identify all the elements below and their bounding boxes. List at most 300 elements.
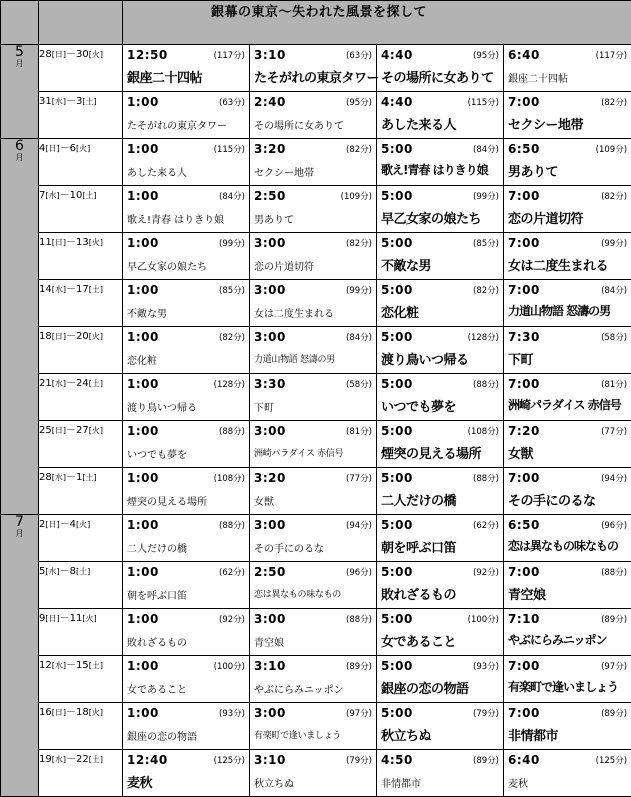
weekday-label: [火] bbox=[89, 426, 103, 435]
screening-cell bbox=[123, 139, 250, 186]
week-row bbox=[1, 45, 631, 92]
screening-cell bbox=[123, 515, 250, 562]
screening-cell bbox=[250, 280, 377, 327]
runtime: (95分) bbox=[346, 96, 372, 108]
screening-cell bbox=[504, 45, 631, 92]
film-title: 恋の片道切符 bbox=[254, 258, 314, 273]
screening-cell bbox=[377, 374, 504, 421]
film-title: 有楽町で逢いましょう bbox=[254, 728, 341, 741]
showtime: 5:00 bbox=[381, 189, 413, 203]
week-row bbox=[1, 515, 631, 562]
showtime: 4:50 bbox=[381, 753, 413, 767]
film-title: 朝を呼ぶ口笛 bbox=[127, 587, 187, 602]
screening-cell bbox=[377, 186, 504, 233]
runtime: (97分) bbox=[346, 707, 372, 719]
runtime: (96分) bbox=[601, 519, 627, 531]
runtime: (125分) bbox=[596, 754, 627, 766]
screening-cell bbox=[250, 327, 377, 374]
film-title: 洲崎パラダイス 赤信号 bbox=[508, 396, 621, 413]
film-title: 早乙女家の娘たち bbox=[127, 258, 207, 273]
weekday-label: [水] bbox=[52, 379, 66, 388]
film-title: 二人だけの橋 bbox=[127, 540, 187, 555]
runtime: (79分) bbox=[346, 754, 372, 766]
screening-cell bbox=[377, 515, 504, 562]
film-title: 恋は異なもの味なもの bbox=[254, 587, 341, 600]
runtime: (58分) bbox=[601, 331, 627, 343]
screening-cell bbox=[377, 562, 504, 609]
showtime: 5:00 bbox=[381, 659, 413, 673]
weekday-label: [火] bbox=[76, 520, 90, 529]
film-title: 恋化粧 bbox=[381, 302, 419, 321]
screening-cell bbox=[504, 374, 631, 421]
week-row bbox=[1, 139, 631, 186]
month-number: 6 bbox=[1, 139, 38, 153]
showtime: 5:00 bbox=[381, 565, 413, 579]
film-title: あした来る人 bbox=[381, 114, 456, 133]
week-row bbox=[1, 233, 631, 280]
date-range bbox=[39, 233, 123, 280]
screening-cell bbox=[377, 233, 504, 280]
runtime: (82分) bbox=[346, 237, 372, 249]
screening-cell bbox=[504, 92, 631, 139]
film-title: 女獣 bbox=[508, 443, 533, 462]
screening-cell bbox=[504, 515, 631, 562]
weekday-label: [土] bbox=[89, 285, 103, 294]
runtime: (117分) bbox=[596, 49, 627, 61]
showtime: 7:30 bbox=[508, 330, 540, 344]
runtime: (62分) bbox=[219, 566, 245, 578]
date-day: 6 bbox=[70, 143, 76, 154]
weekday-label: [水] bbox=[45, 191, 59, 200]
date-day: 18 bbox=[39, 331, 52, 342]
date-day: 1 bbox=[76, 472, 82, 483]
film-title: 麦秋 bbox=[508, 775, 528, 790]
screening-cell bbox=[377, 280, 504, 327]
showtime: 2:50 bbox=[254, 565, 286, 579]
weekday-label: [水] bbox=[52, 97, 66, 106]
date-separator: － bbox=[66, 49, 76, 60]
runtime: (84分) bbox=[219, 190, 245, 202]
film-title: 女であること bbox=[127, 681, 187, 696]
film-title: その手にのるな bbox=[254, 540, 324, 555]
date-day: 9 bbox=[39, 613, 45, 624]
screening-cell bbox=[377, 468, 504, 515]
film-title: 非情都市 bbox=[381, 775, 421, 790]
screening-cell bbox=[504, 750, 631, 797]
date-day: 3 bbox=[76, 96, 82, 107]
date-separator: － bbox=[60, 566, 70, 577]
showtime: 3:30 bbox=[254, 377, 286, 391]
showtime: 1:00 bbox=[127, 518, 159, 532]
screening-cell bbox=[123, 280, 250, 327]
film-title: 早乙女家の娘たち bbox=[381, 208, 481, 227]
film-title: 女は二度生まれる bbox=[254, 305, 334, 320]
runtime: (117分) bbox=[214, 49, 245, 61]
showtime: 1:00 bbox=[127, 565, 159, 579]
screening-cell bbox=[250, 562, 377, 609]
film-title: 銀座の恋の物語 bbox=[127, 728, 197, 743]
film-title: 麦秋 bbox=[127, 772, 152, 791]
runtime: (82分) bbox=[346, 143, 372, 155]
showtime: 1:00 bbox=[127, 377, 159, 391]
date-day: 7 bbox=[39, 190, 45, 201]
runtime: (89分) bbox=[601, 613, 627, 625]
film-title: 男ありて bbox=[508, 161, 558, 180]
film-title: 朝を呼ぶ口笛 bbox=[381, 537, 456, 556]
showtime: 4:40 bbox=[381, 48, 413, 62]
weekday-label: [日] bbox=[45, 520, 59, 529]
screening-cell bbox=[377, 139, 504, 186]
date-separator: － bbox=[66, 378, 76, 389]
date-range bbox=[39, 139, 123, 186]
runtime: (93分) bbox=[219, 707, 245, 719]
showtime: 3:20 bbox=[254, 142, 286, 156]
film-title: セクシー地帯 bbox=[508, 114, 583, 133]
month-label bbox=[1, 45, 39, 139]
showtime: 7:00 bbox=[508, 189, 540, 203]
showtime: 1:00 bbox=[127, 659, 159, 673]
header-row bbox=[1, 1, 631, 45]
runtime: (85分) bbox=[473, 237, 499, 249]
date-range bbox=[39, 468, 123, 515]
screening-cell bbox=[377, 327, 504, 374]
showtime: 1:00 bbox=[127, 330, 159, 344]
showtime: 7:00 bbox=[508, 565, 540, 579]
showtime: 7:00 bbox=[508, 95, 540, 109]
month-label bbox=[1, 139, 39, 515]
week-row bbox=[1, 562, 631, 609]
film-title: 銀座二十四帖 bbox=[127, 67, 202, 86]
date-day: 12 bbox=[39, 660, 52, 671]
weekday-label: [火] bbox=[89, 332, 103, 341]
film-title: 敗れざるもの bbox=[127, 634, 187, 649]
runtime: (88分) bbox=[473, 378, 499, 390]
showtime: 2:40 bbox=[254, 95, 286, 109]
screening-cell bbox=[504, 421, 631, 468]
film-title: いつでも夢を bbox=[127, 446, 187, 461]
screening-cell bbox=[123, 186, 250, 233]
film-title: 秋立ちぬ bbox=[381, 725, 431, 744]
screening-cell bbox=[250, 45, 377, 92]
film-title: 煙突の見える場所 bbox=[381, 443, 481, 462]
runtime: (115分) bbox=[214, 143, 245, 155]
runtime: (108分) bbox=[214, 472, 245, 484]
runtime: (128分) bbox=[468, 331, 499, 343]
weekday-label: [土] bbox=[89, 661, 103, 670]
showtime: 5:00 bbox=[381, 236, 413, 250]
runtime: (88分) bbox=[473, 472, 499, 484]
runtime: (84分) bbox=[473, 143, 499, 155]
film-title: 敗れざるもの bbox=[381, 584, 456, 603]
screening-cell bbox=[504, 468, 631, 515]
date-separator: － bbox=[66, 331, 76, 342]
screening-cell bbox=[250, 656, 377, 703]
weekday-label: [日] bbox=[45, 144, 59, 153]
date-range bbox=[39, 515, 123, 562]
series-title: 銀幕の東京～失われた風景を探して bbox=[123, 1, 631, 20]
screening-cell bbox=[123, 327, 250, 374]
showtime: 2:50 bbox=[254, 189, 286, 203]
screening-cell bbox=[123, 750, 250, 797]
showtime: 5:00 bbox=[381, 377, 413, 391]
weekday-label: [水] bbox=[52, 285, 66, 294]
film-title: 不敵な男 bbox=[127, 305, 167, 320]
date-day: 10 bbox=[70, 190, 83, 201]
week-row bbox=[1, 421, 631, 468]
runtime: (77分) bbox=[601, 425, 627, 437]
screening-cell bbox=[250, 750, 377, 797]
date-day: 11 bbox=[39, 237, 52, 248]
month-number: 7 bbox=[1, 515, 38, 529]
screening-cell bbox=[123, 609, 250, 656]
date-range bbox=[39, 750, 123, 797]
week-row bbox=[1, 186, 631, 233]
film-title: 歌え!青春 はりきり娘 bbox=[127, 211, 224, 226]
date-day: 17 bbox=[76, 284, 89, 295]
screening-cell bbox=[504, 233, 631, 280]
showtime: 1:00 bbox=[127, 189, 159, 203]
date-separator: － bbox=[66, 472, 76, 483]
film-title: 青空娘 bbox=[254, 634, 284, 649]
showtime: 1:00 bbox=[127, 612, 159, 626]
screening-cell bbox=[250, 703, 377, 750]
screening-cell bbox=[250, 186, 377, 233]
date-day: 4 bbox=[70, 519, 76, 530]
date-separator: － bbox=[60, 190, 70, 201]
weekday-label: [土] bbox=[82, 97, 96, 106]
runtime: (95分) bbox=[473, 49, 499, 61]
weekday-label: [土] bbox=[89, 379, 103, 388]
showtime: 5:00 bbox=[381, 518, 413, 532]
header-blank-date bbox=[39, 1, 123, 45]
showtime: 6:40 bbox=[508, 753, 540, 767]
screening-cell bbox=[123, 703, 250, 750]
showtime: 12:50 bbox=[127, 48, 168, 62]
showtime: 1:00 bbox=[127, 142, 159, 156]
weekday-label: [日] bbox=[45, 614, 59, 623]
runtime: (99分) bbox=[219, 237, 245, 249]
film-title: 銀座の恋の物語 bbox=[381, 678, 469, 697]
date-separator: － bbox=[66, 425, 76, 436]
weekday-label: [水] bbox=[52, 755, 66, 764]
date-day: 22 bbox=[76, 754, 89, 765]
date-day: 19 bbox=[39, 754, 52, 765]
date-day: 13 bbox=[76, 237, 89, 248]
weekday-label: [土] bbox=[82, 473, 96, 482]
film-title: 下町 bbox=[254, 399, 274, 414]
week-row bbox=[1, 92, 631, 139]
film-title: あした来る人 bbox=[127, 164, 187, 179]
showtime: 3:00 bbox=[254, 283, 286, 297]
film-title: その場所に女ありて bbox=[381, 67, 494, 86]
screening-cell bbox=[250, 374, 377, 421]
date-day: 2 bbox=[39, 519, 45, 530]
film-title: やぶにらみニッポン bbox=[254, 681, 344, 696]
showtime: 3:00 bbox=[254, 706, 286, 720]
runtime: (108分) bbox=[468, 425, 499, 437]
runtime: (82分) bbox=[219, 331, 245, 343]
runtime: (82分) bbox=[601, 96, 627, 108]
film-title: セクシー地帯 bbox=[254, 164, 314, 179]
runtime: (81分) bbox=[346, 425, 372, 437]
runtime: (109分) bbox=[341, 190, 372, 202]
weekday-label: [火] bbox=[76, 144, 90, 153]
date-separator: － bbox=[66, 96, 76, 107]
film-title: 銀座二十四帖 bbox=[508, 70, 568, 85]
runtime: (100分) bbox=[468, 613, 499, 625]
screening-cell bbox=[504, 280, 631, 327]
showtime: 1:00 bbox=[127, 706, 159, 720]
showtime: 1:00 bbox=[127, 236, 159, 250]
showtime: 7:00 bbox=[508, 236, 540, 250]
runtime: (89分) bbox=[601, 707, 627, 719]
showtime: 7:10 bbox=[508, 612, 540, 626]
date-day: 16 bbox=[39, 707, 52, 718]
film-title: 女であること bbox=[381, 631, 456, 650]
screening-cell bbox=[123, 374, 250, 421]
runtime: (58分) bbox=[346, 378, 372, 390]
showtime: 1:00 bbox=[127, 283, 159, 297]
showtime: 3:00 bbox=[254, 518, 286, 532]
date-separator: － bbox=[66, 660, 76, 671]
runtime: (99分) bbox=[346, 284, 372, 296]
weekday-label: [火] bbox=[89, 50, 103, 59]
film-title: 恋化粧 bbox=[127, 352, 157, 367]
date-range bbox=[39, 186, 123, 233]
date-separator: － bbox=[66, 754, 76, 765]
date-range bbox=[39, 562, 123, 609]
date-day: 28 bbox=[39, 472, 52, 483]
week-row bbox=[1, 656, 631, 703]
showtime: 6:50 bbox=[508, 518, 540, 532]
weekday-label: [火] bbox=[89, 708, 103, 717]
showtime: 5:00 bbox=[381, 612, 413, 626]
film-title: 力道山物語 怒濤の男 bbox=[508, 302, 610, 319]
date-day: 14 bbox=[39, 284, 52, 295]
runtime: (109分) bbox=[596, 143, 627, 155]
date-day: 30 bbox=[76, 49, 89, 60]
showtime: 1:00 bbox=[127, 95, 159, 109]
showtime: 1:00 bbox=[127, 424, 159, 438]
runtime: (63分) bbox=[219, 96, 245, 108]
runtime: (128分) bbox=[214, 378, 245, 390]
film-title: 非情都市 bbox=[508, 725, 558, 744]
date-range bbox=[39, 421, 123, 468]
runtime: (93分) bbox=[473, 660, 499, 672]
film-title: 女獣 bbox=[254, 493, 274, 508]
week-row bbox=[1, 280, 631, 327]
showtime: 3:10 bbox=[254, 753, 286, 767]
film-title: いつでも夢を bbox=[381, 396, 456, 415]
screening-cell bbox=[504, 609, 631, 656]
weekday-label: [日] bbox=[52, 332, 66, 341]
showtime: 7:00 bbox=[508, 471, 540, 485]
showtime: 7:00 bbox=[508, 706, 540, 720]
showtime: 3:10 bbox=[254, 48, 286, 62]
runtime: (82分) bbox=[601, 190, 627, 202]
showtime: 3:00 bbox=[254, 236, 286, 250]
film-title: やぶにらみニッポン bbox=[508, 631, 607, 648]
film-title: その場所に女ありて bbox=[254, 117, 344, 132]
date-day: 21 bbox=[39, 378, 52, 389]
date-range bbox=[39, 280, 123, 327]
weekday-label: [土] bbox=[76, 567, 90, 576]
screening-cell bbox=[250, 92, 377, 139]
runtime: (89分) bbox=[346, 660, 372, 672]
date-day: 20 bbox=[76, 331, 89, 342]
series-title-cell bbox=[123, 1, 631, 45]
runtime: (96分) bbox=[346, 566, 372, 578]
showtime: 5:00 bbox=[381, 330, 413, 344]
showtime: 7:00 bbox=[508, 377, 540, 391]
weekday-label: [火] bbox=[82, 614, 96, 623]
runtime: (125分) bbox=[214, 754, 245, 766]
screening-cell bbox=[123, 92, 250, 139]
date-range bbox=[39, 609, 123, 656]
date-separator: － bbox=[60, 143, 70, 154]
film-title: 歌え!青春 はりきり娘 bbox=[381, 161, 488, 178]
date-day: 8 bbox=[70, 566, 76, 577]
date-range bbox=[39, 374, 123, 421]
month-suffix: 月 bbox=[1, 529, 38, 539]
film-title: 女は二度生まれる bbox=[508, 255, 608, 274]
film-title: 洲崎パラダイス 赤信号 bbox=[254, 446, 343, 459]
screening-cell bbox=[377, 421, 504, 468]
date-separator: － bbox=[66, 237, 76, 248]
screening-cell bbox=[377, 656, 504, 703]
film-title: 秋立ちぬ bbox=[254, 775, 294, 790]
date-range bbox=[39, 92, 123, 139]
date-day: 27 bbox=[76, 425, 89, 436]
film-title: たそがれの東京タワー bbox=[127, 117, 227, 132]
screening-cell bbox=[250, 139, 377, 186]
runtime: (82分) bbox=[473, 284, 499, 296]
date-day: 24 bbox=[76, 378, 89, 389]
header-blank-month bbox=[1, 1, 39, 45]
screening-cell bbox=[504, 327, 631, 374]
week-row bbox=[1, 327, 631, 374]
runtime: (63分) bbox=[346, 49, 372, 61]
runtime: (100分) bbox=[214, 660, 245, 672]
date-day: 15 bbox=[76, 660, 89, 671]
date-day: 11 bbox=[70, 613, 83, 624]
film-title: その手にのるな bbox=[508, 490, 596, 509]
screening-cell bbox=[123, 656, 250, 703]
month-suffix: 月 bbox=[1, 153, 38, 163]
screening-cell bbox=[250, 609, 377, 656]
runtime: (88分) bbox=[346, 613, 372, 625]
film-title: 青空娘 bbox=[508, 584, 546, 603]
month-number: 5 bbox=[1, 45, 38, 59]
week-row bbox=[1, 703, 631, 750]
screening-cell bbox=[377, 45, 504, 92]
runtime: (97分) bbox=[601, 660, 627, 672]
date-range bbox=[39, 327, 123, 374]
runtime: (89分) bbox=[473, 754, 499, 766]
date-day: 25 bbox=[39, 425, 52, 436]
showtime: 12:40 bbox=[127, 753, 168, 767]
runtime: (94分) bbox=[601, 472, 627, 484]
weekday-label: [土] bbox=[82, 191, 96, 200]
date-day: 31 bbox=[39, 96, 52, 107]
screening-cell bbox=[250, 233, 377, 280]
runtime: (77分) bbox=[346, 472, 372, 484]
date-day: 28 bbox=[39, 49, 52, 60]
date-separator: － bbox=[60, 613, 70, 624]
film-title: 不敵な男 bbox=[381, 255, 431, 274]
showtime: 3:10 bbox=[254, 659, 286, 673]
month-label bbox=[1, 515, 39, 797]
